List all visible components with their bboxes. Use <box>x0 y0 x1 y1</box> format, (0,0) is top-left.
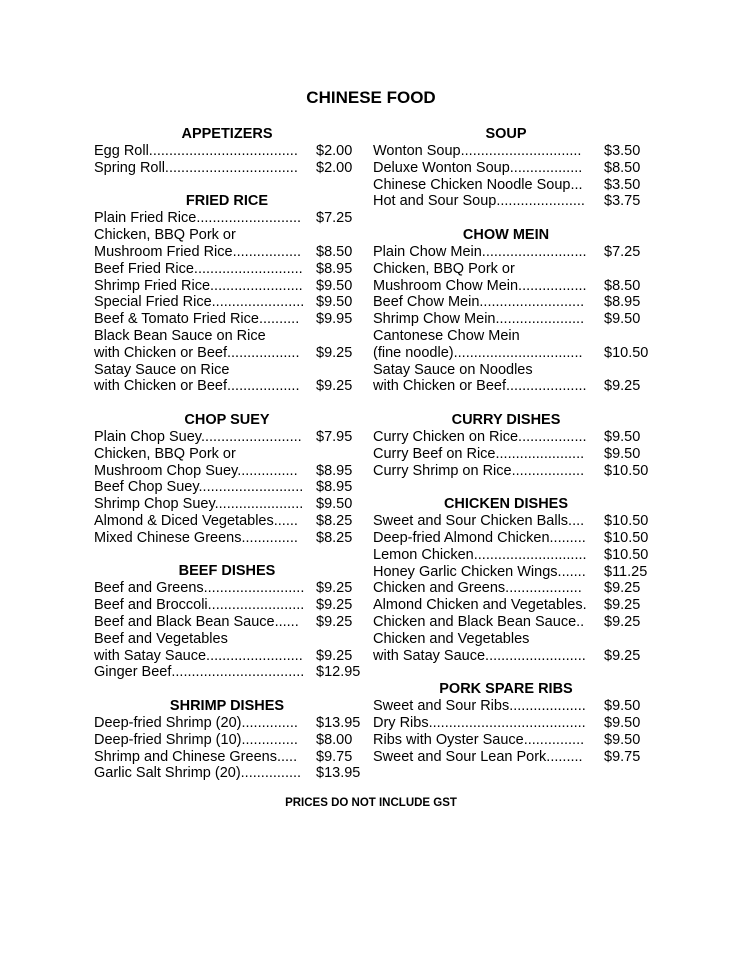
item-name: Almond Chicken and Vegetables. <box>373 597 587 614</box>
item-price: $9.25 <box>604 580 641 597</box>
item-name: Satay Sauce on Noodles <box>373 361 533 378</box>
item-name: with Satay Sauce........................ <box>94 647 303 664</box>
menu-item <box>94 614 364 631</box>
menu-item <box>94 328 364 345</box>
menu-item <box>94 311 364 328</box>
item-price: $9.75 <box>316 748 353 765</box>
menu-section <box>373 496 653 664</box>
item-price: $10.50 <box>604 529 649 546</box>
item-name: Mushroom Chop Suey............... <box>94 462 298 479</box>
item-price: $2.00 <box>316 159 353 176</box>
item-price: $10.50 <box>604 344 649 361</box>
item-price: $9.50 <box>604 714 641 731</box>
menu-item <box>373 378 653 395</box>
price-note: PRICES DO NOT INCLUDE GST <box>285 797 457 809</box>
item-price: $9.25 <box>316 378 353 395</box>
item-name: with Chicken or Beef.................... <box>373 378 587 395</box>
item-name: Deluxe Wonton Soup.................. <box>373 159 583 176</box>
item-price: $3.75 <box>604 193 641 210</box>
item-price: $8.95 <box>604 294 641 311</box>
item-name: Hot and Sour Soup...................... <box>373 193 585 210</box>
section-heading: CHICKEN DISHES <box>443 496 569 513</box>
menu-item <box>94 664 364 681</box>
menu-item <box>373 513 653 530</box>
item-name: Shrimp and Chinese Greens..... <box>94 748 298 765</box>
section-heading: BEEF DISHES <box>178 563 276 580</box>
item-price: $9.25 <box>604 613 641 630</box>
item-name: Garlic Salt Shrimp (20)............... <box>94 765 302 782</box>
item-name: Beef and Vegetables <box>94 630 228 647</box>
item-name: Chicken and Greens................... <box>373 580 582 597</box>
menu-item <box>373 311 653 328</box>
item-price: $2.00 <box>316 143 353 159</box>
menu-item <box>94 463 364 480</box>
section-spacer <box>373 479 653 496</box>
section-heading: APPETIZERS <box>181 126 273 142</box>
section-heading: FRIED RICE <box>185 193 269 210</box>
item-name: Chicken, BBQ Pork or <box>94 445 236 462</box>
item-name: Sweet and Sour Lean Pork......... <box>373 748 583 765</box>
item-name: Chinese Chicken Noodle Soup... <box>373 176 583 193</box>
item-name: Sweet and Sour Chicken Balls.... <box>373 513 585 530</box>
menu-item <box>94 294 364 311</box>
section-heading: PORK SPARE RIBS <box>439 681 573 698</box>
menu-item <box>94 732 364 749</box>
section-heading: CHOW MEIN <box>462 226 550 243</box>
menu-item <box>94 479 364 496</box>
item-price: $10.50 <box>604 462 649 479</box>
item-price: $9.25 <box>316 647 353 664</box>
menu-item <box>94 496 364 513</box>
menu-section <box>373 681 653 765</box>
menu-item <box>373 261 653 278</box>
menu-item <box>94 580 364 597</box>
item-name: Chicken and Vegetables <box>373 630 530 647</box>
item-price: $8.50 <box>316 243 353 260</box>
item-price: $8.50 <box>604 159 641 176</box>
item-price: $13.95 <box>316 765 361 782</box>
menu-item <box>373 530 653 547</box>
section-spacer <box>94 177 364 194</box>
menu-section <box>373 126 653 210</box>
item-price: $9.50 <box>604 428 641 445</box>
menu-item <box>94 530 364 547</box>
item-name: Mushroom Chow Mein................. <box>373 277 587 294</box>
menu-item <box>373 732 653 749</box>
item-name: Curry Beef on Rice...................... <box>373 445 585 462</box>
menu-section <box>94 698 364 782</box>
item-name: Special Fried Rice....................... <box>94 294 305 311</box>
item-price: $13.95 <box>316 714 361 731</box>
menu-item <box>94 378 364 395</box>
menu-item <box>94 278 364 295</box>
section-spacer <box>94 395 364 412</box>
item-name: Beef Chow Mein.......................... <box>373 294 585 311</box>
section-heading: SOUP <box>485 126 527 142</box>
item-price: $9.95 <box>316 311 353 328</box>
menu-item <box>373 278 653 295</box>
menu-item <box>94 631 364 648</box>
item-name: Beef and Greens......................... <box>94 580 305 597</box>
menu-item <box>94 648 364 665</box>
menu-section <box>94 193 364 395</box>
item-price: $11.25 <box>604 563 648 580</box>
menu-item <box>373 463 653 480</box>
item-price: $8.95 <box>316 260 353 277</box>
item-name: Cantonese Chow Mein <box>373 327 520 344</box>
item-name: (fine noodle)................................ <box>373 344 583 361</box>
menu-item <box>373 362 653 379</box>
item-name: Shrimp Fried Rice....................... <box>94 277 303 294</box>
item-price: $10.50 <box>604 546 649 563</box>
item-price: $9.25 <box>316 613 353 630</box>
item-price: $9.50 <box>316 496 353 513</box>
item-price: $8.25 <box>316 529 353 546</box>
item-price: $9.50 <box>316 294 353 311</box>
item-name: Beef & Tomato Fried Rice.......... <box>94 311 300 328</box>
section-heading: CHOP SUEY <box>184 411 270 428</box>
menu-item <box>373 749 653 766</box>
item-name: Chicken and Black Bean Sauce.. <box>373 613 585 630</box>
item-price: $9.50 <box>316 277 353 294</box>
menu-item <box>373 294 653 311</box>
item-name: Plain Fried Rice.......................... <box>94 210 302 227</box>
item-price: $3.50 <box>604 176 641 193</box>
item-name: Deep-fried Almond Chicken......... <box>373 529 586 546</box>
item-price: $9.50 <box>604 445 641 462</box>
item-name: Lemon Chicken............................ <box>373 546 587 563</box>
item-name: Beef Fried Rice........................... <box>94 260 303 277</box>
item-price: $9.25 <box>316 580 353 597</box>
menu-item <box>94 765 364 782</box>
menu-section <box>94 126 364 177</box>
item-name: Ribs with Oyster Sauce............... <box>373 731 585 748</box>
item-price: $8.00 <box>316 731 353 748</box>
menu-item <box>373 193 653 210</box>
menu-item <box>373 580 653 597</box>
item-name: Shrimp Chop Suey...................... <box>94 496 304 513</box>
item-name: Honey Garlic Chicken Wings....... <box>373 563 586 580</box>
item-price: $9.50 <box>604 311 641 328</box>
item-name: Chicken, BBQ Pork or <box>94 227 236 244</box>
menu-item <box>94 227 364 244</box>
item-name: Plain Chow Mein.......................... <box>373 243 587 260</box>
item-name: Sweet and Sour Ribs................... <box>373 698 586 715</box>
item-name: Black Bean Sauce on Rice <box>94 327 266 344</box>
menu-column-left <box>94 126 364 782</box>
item-name: Curry Shrimp on Rice.................. <box>373 462 585 479</box>
menu-column-right <box>373 126 653 765</box>
menu-item <box>373 564 653 581</box>
item-name: Shrimp Chow Mein...................... <box>373 311 585 328</box>
item-name: Egg Roll..................................... <box>94 143 298 159</box>
menu-item <box>373 345 653 362</box>
menu-item <box>94 244 364 261</box>
item-name: Dry Ribs....................................... <box>373 714 586 731</box>
section-spacer <box>373 664 653 681</box>
item-price: $9.25 <box>316 597 353 614</box>
menu-item <box>94 160 364 177</box>
item-price: $7.25 <box>316 210 353 227</box>
item-name: Beef Chop Suey.......................... <box>94 479 304 496</box>
menu-item <box>373 547 653 564</box>
item-price: $3.50 <box>604 143 641 159</box>
menu-item <box>373 648 653 665</box>
item-name: Satay Sauce on Rice <box>94 361 230 378</box>
menu-item <box>94 143 364 160</box>
menu-item <box>373 446 653 463</box>
item-name: Ginger Beef................................. <box>94 664 305 681</box>
menu-item <box>94 345 364 362</box>
section-spacer <box>373 395 653 412</box>
menu-item <box>94 210 364 227</box>
section-spacer <box>94 547 364 564</box>
item-price: $8.25 <box>316 512 353 529</box>
menu-item <box>373 614 653 631</box>
menu-item <box>373 715 653 732</box>
menu-item <box>94 513 364 530</box>
item-name: Deep-fried Shrimp (10).............. <box>94 731 298 748</box>
item-price: $9.50 <box>604 731 641 748</box>
menu-section <box>373 412 653 479</box>
menu-item <box>94 429 364 446</box>
menu-item <box>373 160 653 177</box>
item-name: Mushroom Fried Rice................. <box>94 243 302 260</box>
menu-item <box>94 715 364 732</box>
item-price: $9.25 <box>604 597 641 614</box>
item-name: Mixed Chinese Greens.............. <box>94 529 298 546</box>
item-price: $8.95 <box>316 479 353 496</box>
item-price: $9.25 <box>604 378 641 395</box>
item-name: with Chicken or Beef.................. <box>94 378 300 395</box>
section-heading: SHRIMP DISHES <box>169 697 285 714</box>
page-title: CHINESE FOOD <box>306 88 436 107</box>
item-price: $7.25 <box>604 243 641 260</box>
item-name: with Satay Sauce......................... <box>373 647 586 664</box>
item-name: Wonton Soup.............................. <box>373 143 582 159</box>
section-spacer <box>373 210 653 227</box>
item-price: $8.50 <box>604 277 641 294</box>
item-name: with Chicken or Beef.................. <box>94 344 300 361</box>
menu-item <box>94 597 364 614</box>
section-spacer <box>94 681 364 698</box>
item-price: $10.50 <box>604 513 649 530</box>
menu-item <box>94 446 364 463</box>
menu-section <box>373 227 653 395</box>
item-name: Chicken, BBQ Pork or <box>373 260 515 277</box>
menu-section <box>94 412 364 547</box>
menu-item <box>373 143 653 160</box>
item-price: $9.50 <box>604 698 641 715</box>
menu-section <box>94 563 364 681</box>
item-name: Deep-fried Shrimp (20).............. <box>94 714 298 731</box>
section-heading: CURRY DISHES <box>451 411 561 428</box>
menu-item <box>373 597 653 614</box>
menu-item <box>373 177 653 194</box>
item-name: Curry Chicken on Rice................. <box>373 428 587 445</box>
menu-item <box>373 244 653 261</box>
item-price: $9.25 <box>316 344 353 361</box>
menu-item <box>373 631 653 648</box>
item-price: $8.95 <box>316 462 353 479</box>
item-price: $7.95 <box>316 428 353 445</box>
menu-item <box>373 429 653 446</box>
item-price: $9.75 <box>604 748 641 765</box>
menu-item <box>373 328 653 345</box>
menu-item <box>373 698 653 715</box>
item-name: Spring Roll................................. <box>94 159 298 176</box>
item-price: $12.95 <box>316 664 361 681</box>
item-name: Beef and Black Bean Sauce...... <box>94 613 299 630</box>
item-name: Almond & Diced Vegetables...... <box>94 512 298 529</box>
menu-item <box>94 261 364 278</box>
item-price: $9.25 <box>604 647 641 664</box>
menu-item <box>94 362 364 379</box>
menu-item <box>94 749 364 766</box>
item-name: Plain Chop Suey......................... <box>94 428 302 445</box>
item-name: Beef and Broccoli........................ <box>94 597 305 614</box>
